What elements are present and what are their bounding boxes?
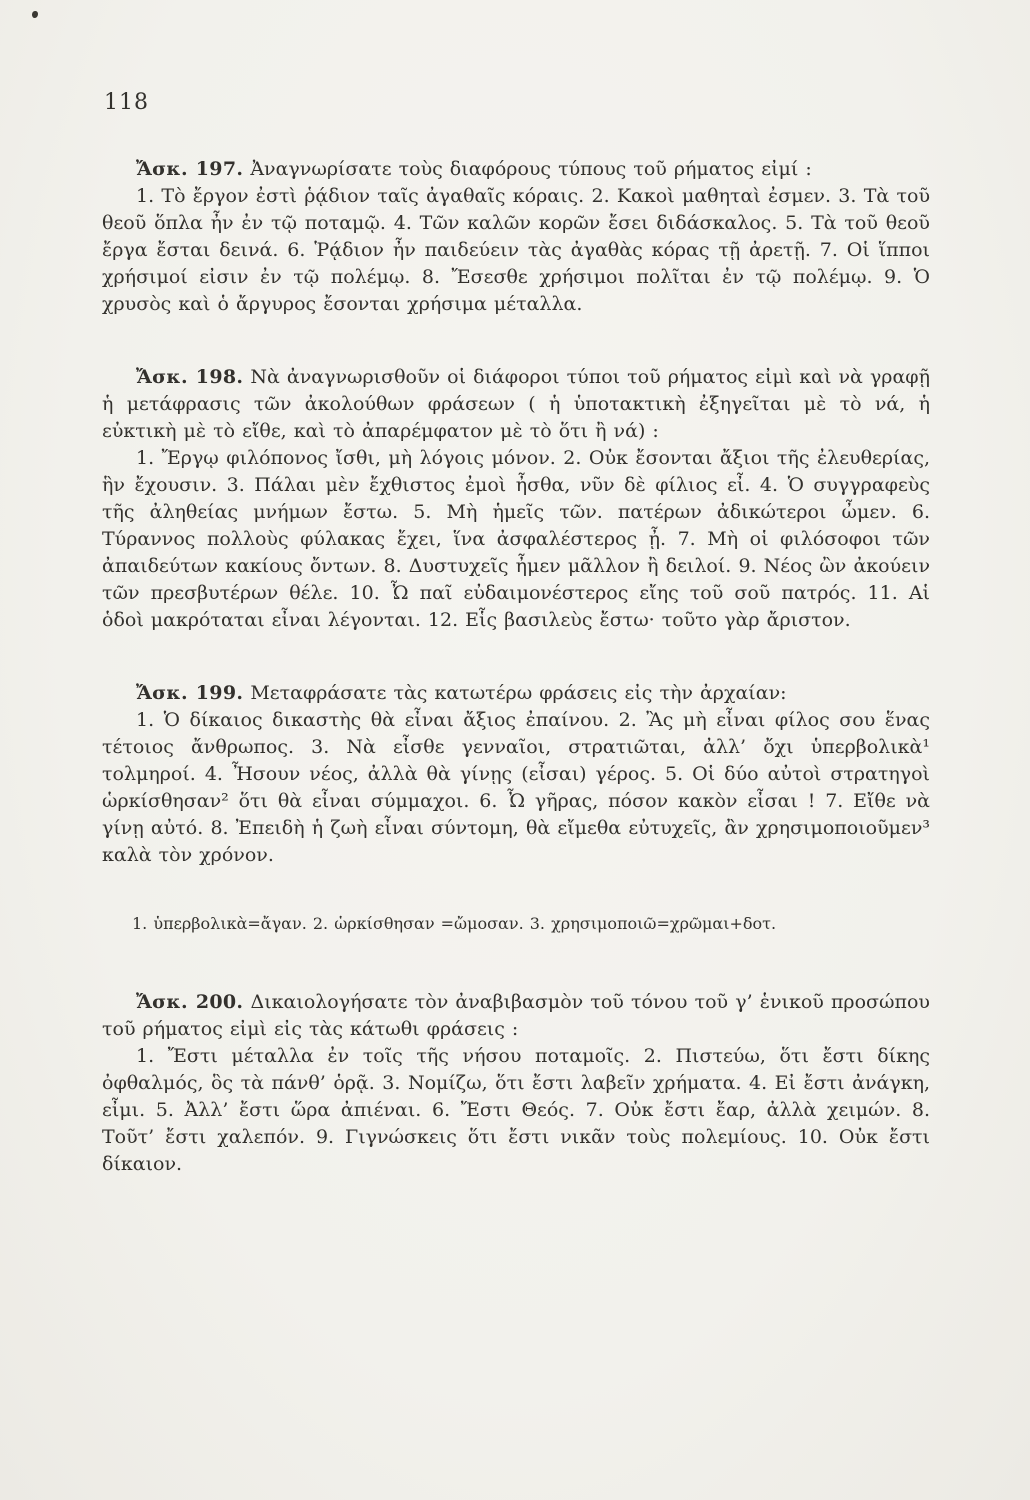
- exercise-200-heading: [102, 989, 930, 1043]
- page-number: 118: [104, 90, 149, 115]
- exercise-197-body: 1. Τὸ ἔργον ἐστὶ ῥᾴδιον ταῖς ἀγαθαῖς κόραις. 2. Κακοὶ μαθηταὶ ἐσμεν. 3. Τὰ τοῦ θεοῦ ὅπλα ἦν ἐν τῷ ποταμῷ. 4. Τῶν καλῶν κορῶν ἔσει διδάσκαλος. 5. Τὰ τοῦ θεοῦ ἔργα ἔσται δεινά. 6. Ῥᾴδιον ἦν παιδεύειν τὰς ἀγαθὰς κόρας τῇ ἀρετῇ. 7. Οἱ ἵπποι χρήσιμοί εἰσιν ἐν τῷ πολέμῳ. 8. Ἔσεσθε χρήσιμοι πολῖται ἐν τῷ πολέμῳ. 9. Ὁ χρυσὸς καὶ ὁ ἄργυρος ἔσονται χρήσιμα μέταλλα.: [102, 185, 930, 315]
- exercise-198-heading: [102, 364, 930, 445]
- exercise-200-intro: Δικαιολογήσατε τὸν ἀναβιβασμὸν τοῦ τόνου τοῦ γ’ ἑνικοῦ προσώπου τοῦ ρήματος εἰμὶ εἰς τὰς κάτωθι φράσεις :: [102, 991, 930, 1040]
- exercise-197-intro: Ἀναγνωρίσατε τοὺς διαφόρους τύπους τοῦ ρήματος εἰμί :: [250, 158, 812, 180]
- exercise-198-body: 1. Ἔργῳ φιλόπονος ἴσθι, μὴ λόγοις μόνον. 2. Οὐκ ἔσονται ἄξιοι τῆς ἐλευθερίας, ἣν ἔχουσιν. 3. Πάλαι μὲν ἔχθιστος ἐμοὶ ἦσθα, νῦν δὲ φίλιος εἶ. 4. Ὁ συγγραφεὺς τῆς ἀληθείας μνήμων ἔστω. 5. Μὴ ἡμεῖς τῶν. πατέρων ἀδικώτεροι ὦμεν. 6. Τύραννος πολλοὺς φύλακας ἔχει, ἵνα ἀσφαλέστερος ᾖ. 7. Μὴ οἱ φιλόσοφοι τῶν ἀπαιδεύτων κακίους ὄντων. 8. Δυστυχεῖς ἦμεν μᾶλλον ἢ δειλοί. 9. Νέος ὢν ἀκούειν τῶν πρεσβυτέρων θέλε. 10. Ὦ παῖ εὐδαιμονέστερος εἴης τοῦ σοῦ πατρός. 11. Αἱ ὁδοὶ μακρόταται εἶναι λέγονται. 12. Εἷς βασιλεὺς ἔστω· τοῦτο γὰρ ἄριστον.: [102, 447, 930, 631]
- exercise-199-body: 1. Ὁ δίκαιος δικαστὴς θὰ εἶναι ἄξιος ἐπαίνου. 2. Ἂς μὴ εἶναι φίλος σου ἕνας τέτοιος ἄνθρωπος. 3. Νὰ εἶσθε γενναῖοι, στρατιῶται, ἀλλ’ ὄχι ὑπερβολικὰ¹ τολμηροί. 4. Ἦσουν νέος, ἀλλὰ θὰ γίνῃς (εἶσαι) γέρος. 5. Οἱ δύο αὐτοὶ στρατηγοὶ ὡρκίσθησαν² ὅτι θὰ εἶναι σύμμαχοι. 6. Ὦ γῆρας, πόσον κακὸν εἶσαι ! 7. Εἴθε νὰ γίνῃ αὐτό. 8. Ἐπειδὴ ἡ ζωὴ εἶναι σύντομη, θὰ εἴμεθα εὐτυχεῖς, ἂν χρησιμοποιοῦμεν³ καλὰ τὸν χρόνον.: [102, 709, 930, 866]
- exercise-197: [102, 156, 930, 318]
- exercise-200-body: 1. Ἔστι μέταλλα ἐν τοῖς τῆς νήσου ποταμοῖς. 2. Πιστεύω, ὅτι ἔστι δίκης ὀφθαλμός, ὃς τὰ πάνθ’ ὁρᾷ. 3. Νομίζω, ὅτι ἔστι λαβεῖν χρήματα. 4. Εἰ ἔστι ἀνάγκη, εἶμι. 5. Ἀλλ’ ἔστι ὥρα ἀπιέναι. 6. Ἔστι Θεός. 7. Οὐκ ἔστι ἔαρ, ἀλλὰ χειμών. 8. Τοῦτ’ ἔστι χαλεπόν. 9. Γιγνώσκεις ὅτι ἔστι νικᾶν τοὺς πολεμίους. 10. Οὐκ ἔστι δίκαιον.: [102, 1045, 930, 1175]
- footnote: 1. ὑπερβολικὰ=ἄγαν. 2. ὡρκίσθησαν =ὤμοσαν. 3. χρησιμοποιῶ=χρῶμαι+δοτ.: [132, 914, 777, 933]
- exercise-197-label: Ἄσκ. 197.: [136, 158, 244, 180]
- exercise-199-intro: Μεταφράσατε τὰς κατωτέρω φράσεις εἰς τὴν ἀρχαίαν:: [250, 682, 787, 704]
- exercise-199: [102, 680, 930, 869]
- exercise-198-label: Ἄσκ. 198.: [136, 366, 244, 388]
- scan-artifact: [32, 11, 38, 18]
- exercise-198-intro: Νὰ ἀναγνωρισθοῦν οἱ διάφοροι τύποι τοῦ ρήματος εἰμὶ καὶ νὰ γραφῇ ἡ μετάφρασις τῶν ἀκολούθων φράσεων ( ἡ ὑποτακτικὴ ἐξηγεῖται μὲ τὸ νά, ἡ εὐκτικὴ μὲ τὸ εἴθε, καὶ τὸ ἀπαρέμφατον μὲ τὸ ὅτι ἢ νά) :: [102, 366, 930, 442]
- exercise-200-label: Ἄσκ. 200.: [136, 991, 244, 1013]
- exercise-197-heading: [102, 156, 930, 183]
- exercise-200: [102, 989, 930, 1178]
- exercise-198: [102, 364, 930, 634]
- exercise-199-heading: [102, 680, 930, 707]
- exercise-199-label: Ἄσκ. 199.: [136, 682, 244, 704]
